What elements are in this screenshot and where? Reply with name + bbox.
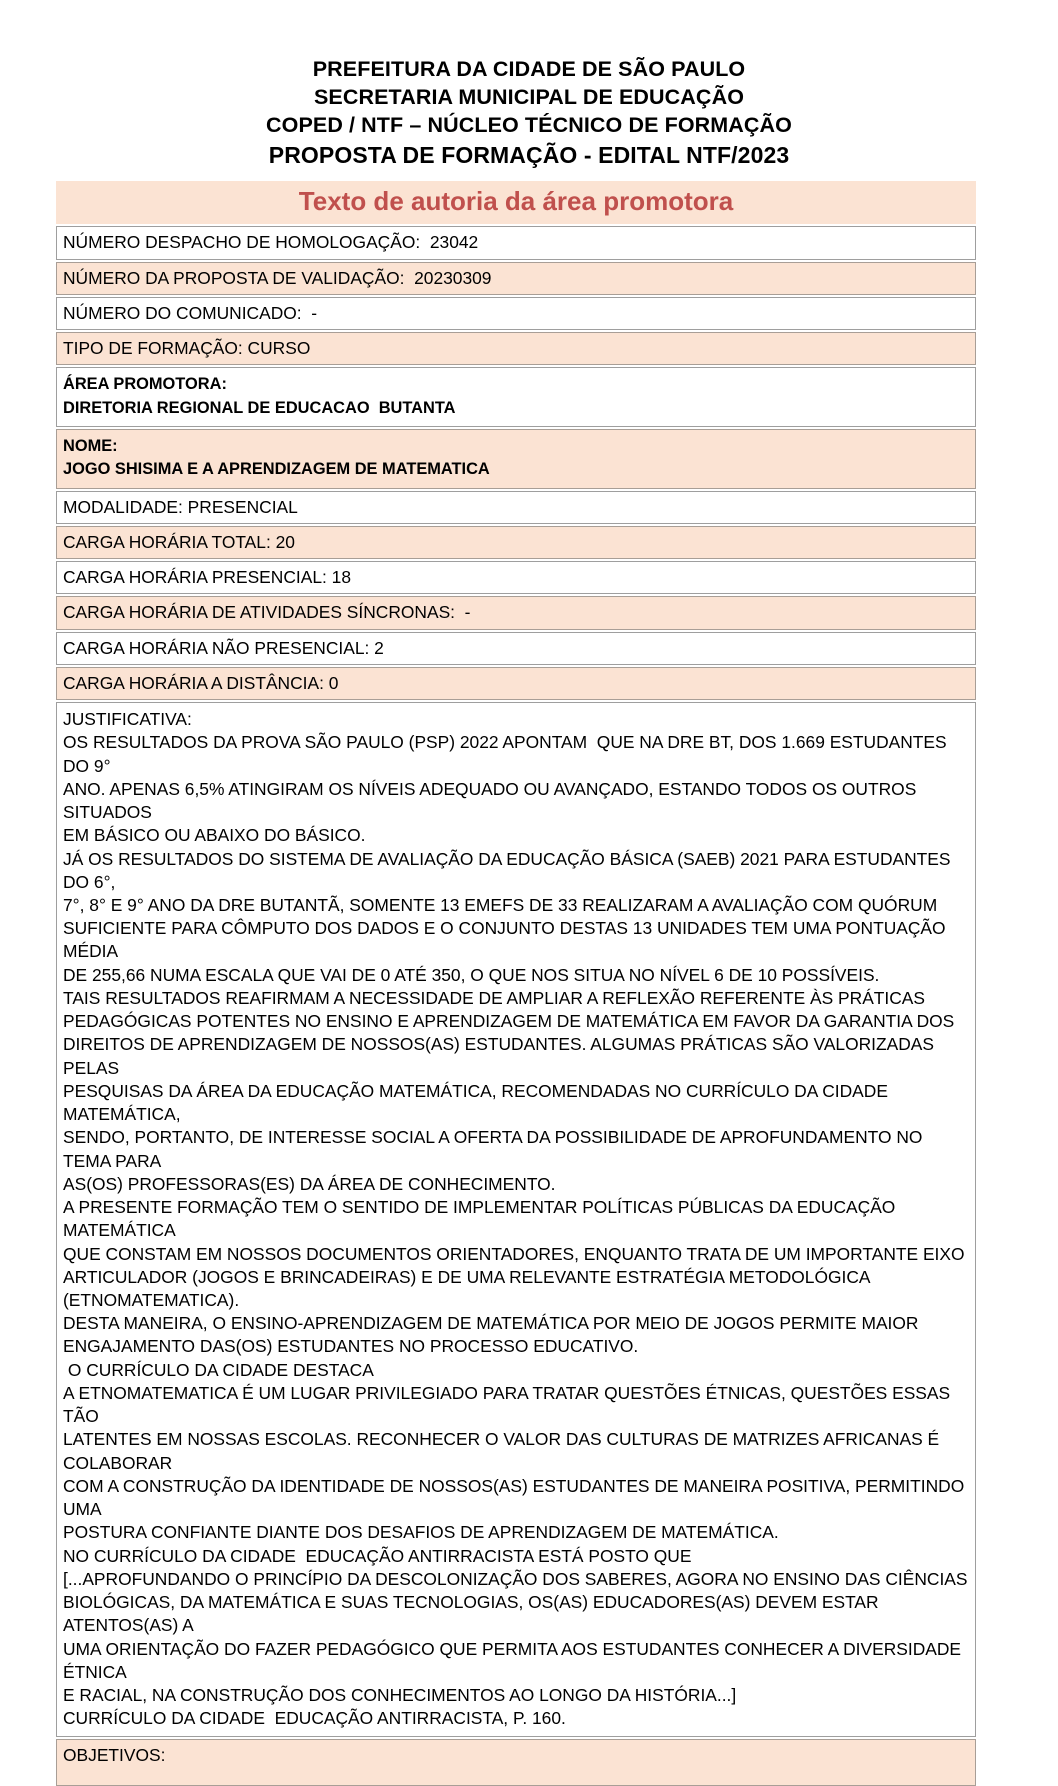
row-area-promotora	[56, 367, 976, 427]
justificativa-line: OS RESULTADOS DA PROVA SÃO PAULO (PSP) 2022 APONTAM QUE NA DRE BT, DOS 1.669 ESTUDANTES DO 9°	[63, 732, 952, 776]
row-value: CARGA HORÁRIA NÃO PRESENCIAL: 2	[63, 637, 384, 658]
justificativa-line: JÁ OS RESULTADOS DO SISTEMA DE AVALIAÇÃO DA EDUCAÇÃO BÁSICA (SAEB) 2021 PARA ESTUDANTES DO 6°,	[63, 848, 956, 892]
justificativa-line: LATENTES EM NOSSAS ESCOLAS. RECONHECER O VALOR DAS CULTURAS DE MATRIZES AFRICANAS É COLABORAR	[63, 1429, 944, 1473]
row-carga-horaria-presencial	[56, 561, 976, 594]
justificativa-line: ARTICULADOR (JOGOS E BRINCADEIRAS) E DE UMA RELEVANTE ESTRATÉGIA METODOLÓGICA	[63, 1266, 871, 1287]
row-value: CARGA HORÁRIA DE ATIVIDADES SÍNCRONAS: -	[63, 602, 471, 623]
justificativa-line: TAIS RESULTADOS REAFIRMAM A NECESSIDADE DE AMPLIAR A REFLEXÃO REFERENTE ÀS PRÁTICAS	[63, 987, 926, 1008]
row-value: NÚMERO DO COMUNICADO: -	[63, 302, 318, 323]
row-tipo-formacao	[56, 332, 976, 365]
row-justificativa	[56, 702, 976, 1737]
justificativa-line: NO CURRÍCULO DA CIDADE EDUCAÇÃO ANTIRRACISTA ESTÁ POSTO QUE	[63, 1545, 692, 1566]
row-numero-comunicado	[56, 297, 976, 330]
row-value: NÚMERO DESPACHO DE HOMOLOGAÇÃO: 23042	[63, 232, 479, 253]
justificativa-line: O CURRÍCULO DA CIDADE DESTACA	[63, 1359, 374, 1380]
banner-texto-autoria	[56, 181, 976, 225]
justificativa-line: 7°, 8° E 9° ANO DA DRE BUTANTÃ, SOMENTE 13 EMEFS DE 33 REALIZARAM A AVALIAÇÃO COM QUÓRUM	[63, 895, 938, 916]
row-value: JOGO SHISIMA E A APRENDIZAGEM DE MATEMATICA	[63, 460, 490, 479]
justificativa-line: PEDAGÓGICAS POTENTES NO ENSINO E APRENDIZAGEM DE MATEMÁTICA EM FAVOR DA GARANTIA DOS	[63, 1011, 955, 1032]
header-line-prefeitura: PREFEITURA DA CIDADE DE SÃO PAULO	[312, 57, 746, 81]
row-objetivos	[56, 1739, 976, 1785]
row-value: MODALIDADE: PRESENCIAL	[63, 496, 298, 517]
document-header	[0, 0, 1058, 171]
justificativa-line: ENGAJAMENTO DAS(OS) ESTUDANTES NO PROCESSO EDUCATIVO.	[63, 1336, 639, 1357]
header-line-secretaria: SECRETARIA MUNICIPAL DE EDUCAÇÃO	[313, 84, 745, 109]
row-nome	[56, 429, 976, 489]
banner-title: Texto de autoria da área promotora	[298, 185, 734, 216]
justificativa-body	[63, 731, 969, 1730]
justificativa-line: UMA ORIENTAÇÃO DO FAZER PEDAGÓGICO QUE PERMITA AOS ESTUDANTES CONHECER A DIVERSIDADE ÉTNICA	[63, 1638, 966, 1682]
justificativa-line: COM A CONSTRUÇÃO DA IDENTIDADE DE NOSSOS(AS) ESTUDANTES DE MANEIRA POSITIVA, PERMITINDO UMA	[63, 1475, 970, 1520]
proposal-table	[0, 181, 1058, 1786]
justificativa-label: JUSTIFICATIVA:	[63, 709, 192, 730]
row-modalidade	[56, 491, 976, 524]
justificativa-line: DE 255,66 NUMA ESCALA QUE VAI DE 0 ATÉ 350, O QUE NOS SITUA NO NÍVEL 6 DE 10 POSSÍVEIS.	[63, 964, 880, 985]
justificativa-line: DESTA MANEIRA, O ENSINO-APRENDIZAGEM DE MATEMÁTICA POR MEIO DE JOGOS PERMITE MAIOR	[63, 1313, 919, 1334]
justificativa-line: EM BÁSICO OU ABAIXO DO BÁSICO.	[63, 825, 366, 846]
justificativa-line: E RACIAL, NA CONSTRUÇÃO DOS CONHECIMENTOS AO LONGO DA HISTÓRIA...]	[63, 1684, 737, 1705]
row-label: OBJETIVOS:	[63, 1745, 166, 1766]
justificativa-line: ANO. APENAS 6,5% ATINGIRAM OS NÍVEIS ADEQUADO OU AVANÇADO, ESTANDO TODOS OS OUTROS SITUADOS	[63, 778, 922, 823]
row-carga-horaria-total	[56, 526, 976, 559]
justificativa-line: POSTURA CONFIANTE DIANTE DOS DESAFIOS DE APRENDIZAGEM DE MATEMÁTICA.	[63, 1522, 779, 1543]
row-carga-horaria-sincronas	[56, 596, 976, 629]
row-carga-horaria-distancia	[56, 667, 976, 700]
justificativa-line: A ETNOMATEMATICA É UM LUGAR PRIVILEGIADO PARA TRATAR QUESTÕES ÉTNICAS, QUESTÕES ESSAS TÃO	[63, 1382, 955, 1427]
justificativa-line: PESQUISAS DA ÁREA DA EDUCAÇÃO MATEMÁTICA, RECOMENDADAS NO CURRÍCULO DA CIDADE MATEMÁTICA,	[63, 1080, 898, 1125]
row-value: TIPO DE FORMAÇÃO: CURSO	[63, 338, 311, 359]
justificativa-line: CURRÍCULO DA CIDADE EDUCAÇÃO ANTIRRACISTA, P. 160.	[63, 1708, 566, 1729]
row-value: NÚMERO DA PROPOSTA DE VALIDAÇÃO: 20230309	[63, 267, 492, 288]
row-label: NOME:	[63, 436, 118, 455]
justificativa-line: QUE CONSTAM EM NOSSOS DOCUMENTOS ORIENTADORES, ENQUANTO TRATA DE UM IMPORTANTE EIXO	[63, 1243, 965, 1264]
row-value: CARGA HORÁRIA PRESENCIAL: 18	[63, 567, 352, 588]
header-line-proposta-edital: PROPOSTA DE FORMAÇÃO - EDITAL NTF/2023	[268, 141, 790, 168]
row-numero-despacho-homologacao	[56, 226, 976, 259]
row-numero-proposta-validacao	[56, 262, 976, 295]
justificativa-line: A PRESENTE FORMAÇÃO TEM O SENTIDO DE IMPLEMENTAR POLÍTICAS PÚBLICAS DA EDUCAÇÃO MATEMÁTICA	[63, 1197, 901, 1241]
row-carga-horaria-nao-presencial	[56, 632, 976, 665]
justificativa-line: SENDO, PORTANTO, DE INTERESSE SOCIAL A OFERTA DA POSSIBILIDADE DE APROFUNDAMENTO NO TEMA PARA	[63, 1127, 927, 1171]
justificativa-line: SUFICIENTE PARA CÔMPUTO DOS DADOS E O CONJUNTO DESTAS 13 UNIDADES TEM UMA PONTUAÇÃO MÉDIA	[63, 918, 951, 962]
justificativa-line: [...APROFUNDANDO O PRINCÍPIO DA DESCOLONIZAÇÃO DOS SABERES, AGORA NO ENSINO DAS CIÊNCIAS	[63, 1568, 968, 1589]
row-value: CARGA HORÁRIA TOTAL: 20	[63, 531, 295, 552]
row-label: ÁREA PROMOTORA:	[63, 375, 227, 394]
header-line-coped-ntf: COPED / NTF – NÚCLEO TÉCNICO DE FORMAÇÃO	[266, 112, 792, 137]
row-value: DIRETORIA REGIONAL DE EDUCACAO BUTANTA	[63, 398, 456, 417]
justificativa-line: (ETNOMATEMATICA).	[63, 1290, 240, 1310]
row-value: CARGA HORÁRIA A DISTÂNCIA: 0	[63, 672, 339, 693]
justificativa-line: AS(OS) PROFESSORAS(ES) DA ÁREA DE CONHECIMENTO.	[63, 1173, 556, 1194]
justificativa-line: DIREITOS DE APRENDIZAGEM DE NOSSOS(AS) ESTUDANTES. ALGUMAS PRÁTICAS SÃO VALORIZADAS PELAS	[63, 1034, 939, 1078]
justificativa-line: BIOLÓGICAS, DA MATEMÁTICA E SUAS TECNOLOGIAS, OS(AS) EDUCADORES(AS) DEVEM ESTAR ATENTOS(AS) A	[63, 1592, 883, 1636]
